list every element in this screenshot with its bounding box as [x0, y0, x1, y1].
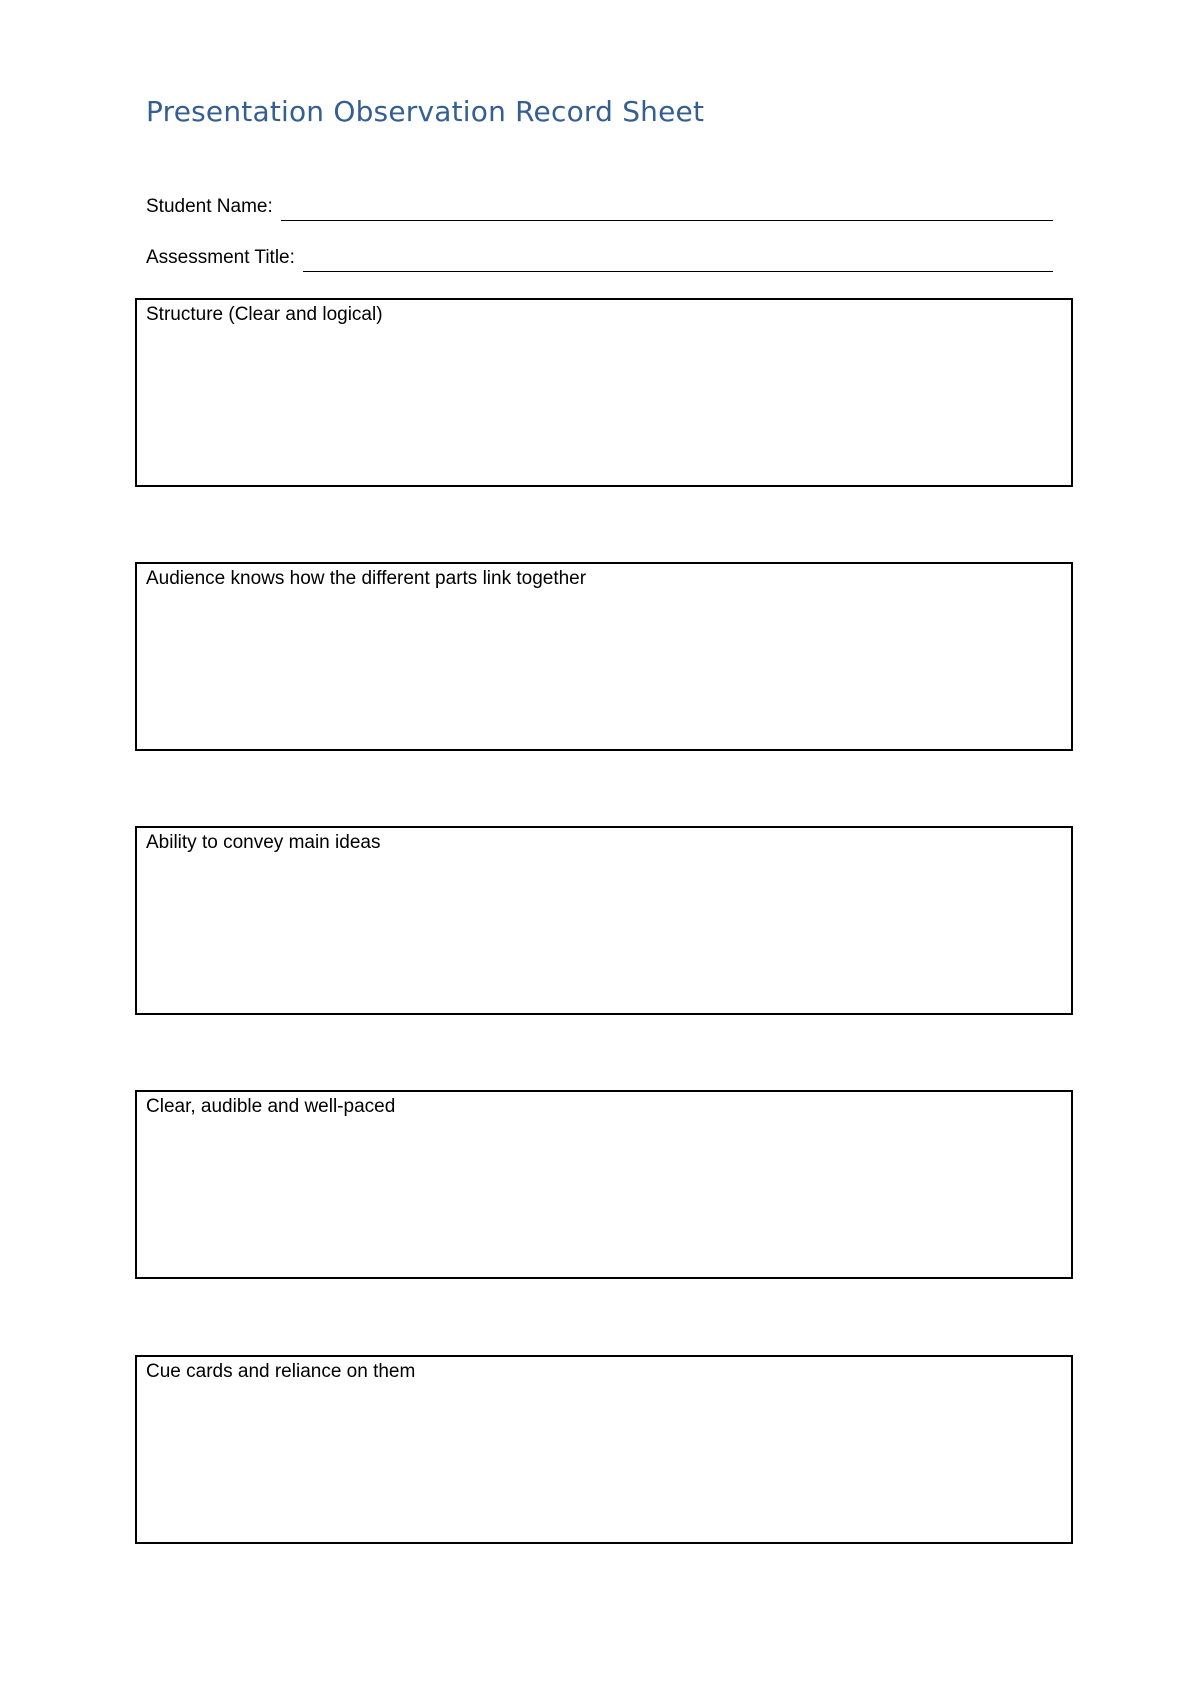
assessment-title-field[interactable] — [303, 251, 1053, 272]
student-name-label: Student Name: — [146, 196, 273, 217]
section-box-main-ideas[interactable] — [135, 826, 1073, 1015]
section-label: Ability to convey main ideas — [146, 832, 381, 853]
section-label: Clear, audible and well-paced — [146, 1096, 396, 1117]
student-name-row — [146, 196, 1053, 218]
section-label: Audience knows how the different parts link together — [146, 568, 587, 589]
section-box-delivery[interactable] — [135, 1090, 1073, 1279]
section-box-cue-cards[interactable] — [135, 1355, 1073, 1544]
section-label: Structure (Clear and logical) — [146, 304, 383, 325]
assessment-title-row — [146, 247, 1053, 269]
student-name-field[interactable] — [281, 200, 1053, 221]
page-title: Presentation Observation Record Sheet — [146, 95, 705, 128]
section-box-structure[interactable] — [135, 298, 1073, 487]
section-label: Cue cards and reliance on them — [146, 1361, 416, 1382]
assessment-title-label: Assessment Title: — [146, 247, 295, 268]
section-box-audience-links[interactable] — [135, 562, 1073, 751]
